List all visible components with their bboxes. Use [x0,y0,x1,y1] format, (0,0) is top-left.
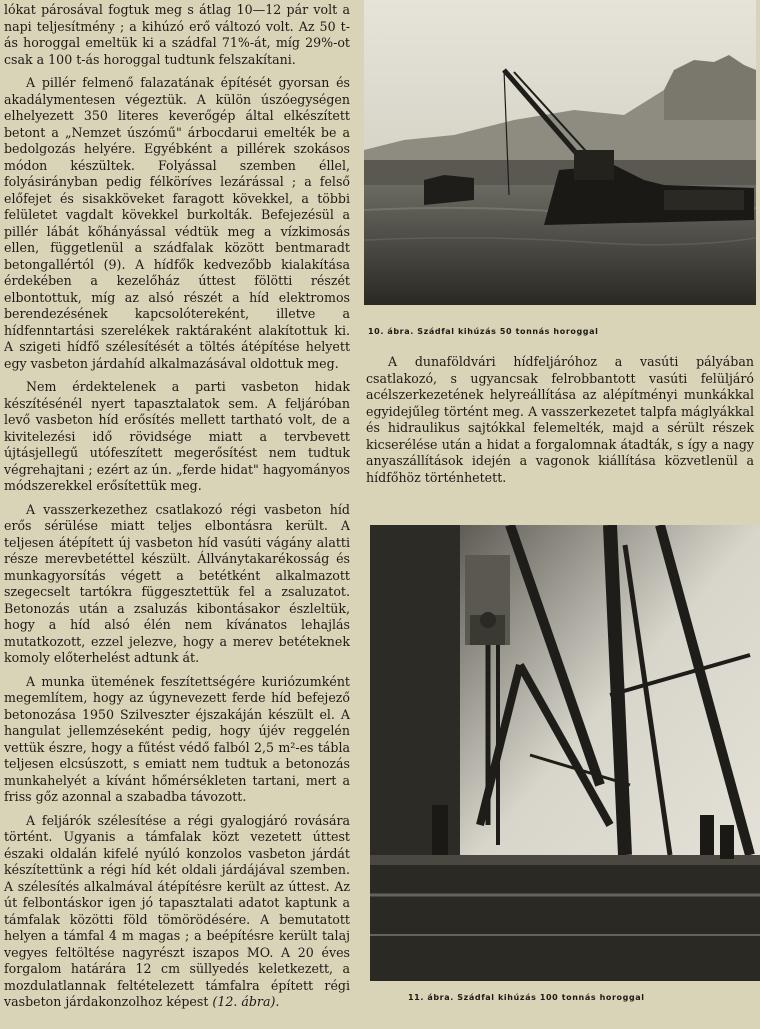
paragraph: lókat párosával fogtuk meg s átlag 10—12 pár volt a napi teljesítmény ; a kihúzó erő változó volt. Az 50 t-ás horoggal emeltük ki a szádfal 71%-át, míg 29%-ot csak a 100 t-ás horoggal tudtunk felszakítani. [4,2,350,67]
left-text-column [4,2,350,1018]
right-column [364,0,756,1002]
crane-river-photo [364,0,756,305]
paragraph: A munka ütemének feszítettségére kuriózumként megemlítem, hogy az úgynevezett ferde híd befejező betonozása 1950 Szilveszter éjszakáján készült el. A hangulat jellemzéseként pedig, hogy újév reggelén vettük észre, hogy a fűtést védő falból 2,5 m²-es tábla teljesen elcsúszott, s emiatt nem tudtuk a betonozás munkahelyét a kívánt hőmérsékleten tartani, mert a friss gőz azonnal a szabadba távozott. [4,673,350,804]
figure-11-caption: 11. ábra. Szádfal kihúzás 100 tonnás horoggal [408,993,645,1002]
paragraph [4,813,350,1011]
figure-10-caption: 10. ábra. Szádfal kihúzás 50 tonnás horoggal [368,327,599,336]
paragraph: A dunaföldvári hídfeljáróhoz a vasúti pályában csatlakozó, s ugyancsak felrobbantott vasúti felüljáró acélszerkezetének helyreállítása az alépítményi munkákkal egyidejűleg történt meg. A vasszerkezetet talpfa máglyákkal és hidraulikus sajtókkal felemelték, majd a sérült részek kicserélése után a hidat a forgalomnak átadták, s így a nagy anyaszállítások idején a vagonok kiállítása közvetlenül a hídfőhöz történhetett. [366,354,754,485]
paragraph: A vasszerkezethez csatlakozó régi vasbeton híd erős sérülése miatt teljes elbontásra került. A teljesen átépített új vasbeton híd vasúti vágány alatti része merevbetéttel készült. Állványtakarékosság és munkagyorsítás végett a betétként alkalmazott szegecselt tartókra függesztettük fel a zsaluzatot. Betonozás után a zsaluzás kibontásakor észleltük, hogy a híd alsó élén nem kívánatos lehajlás mutatkozott, ezzel jelezve, hogy a merev betéteknek komoly előterhelést adtunk át. [4,501,350,665]
crane-hook-photo [370,525,760,981]
figure-reference: (12. ábra). [212,994,280,1009]
figure-11-photo [370,525,760,981]
figure-10-photo [364,0,756,305]
paragraph: Nem érdektelenek a parti vasbeton hidak készítésénél nyert tapasztalatok sem. A feljáróban levő vasbeton híd erősítés mellett tartható volt, de a kivitelezési idő rövidsége miatt a tervbevett újtásjellegű utófeszített megerősítést nem tudtuk végrehajtani ; ezért az ún. „ferde hidat" hagyományos módszerekkel erősítettük meg. [4,379,350,493]
right-text-block [366,354,754,486]
paragraph: A pillér felmenő falazatának építését gyorsan és akadálymentesen végeztük. A külön úszóegységen elhelyezett 350 literes keverőgép által elkészített betont a „Nemzet úszómű" árbocdarui emelték be a bedolgozás helyére. Egyébként a pillérek szokásos módon készültek. Folyással szemben éllel, folyásirányban pedig félköríves lezárással ; a felső előfejet és sisakköveket faragott kövekkel, a többi felületet vagdalt kövekkel burkolták. Befejezésül a pillér lábát kőhányással védtük meg a vízkimosás ellen, függetlenül a szádfalak között bentmaradt betongallértól (9). A hídfők kedvezőbb kialakítása érdekében a kezelőház úttest fölötti részét elbontottuk, míg az alsó részét a híd elektromos berendezésének kapcsolótereként, illetve a hídfenntartási szerelékek raktáraként alakítottuk ki. A szigeti hídfő szélesítését a töltés átépítése helyett egy vasbeton járdahíd alkalmazásával oldottuk meg. [4,75,350,371]
paragraph-text: A feljárók szélesítése a régi gyalogjáró rovására történt. Ugyanis a támfalak közt vezetett úttest északi oldalán kifelé nyúló konzolos vasbeton járdát készítettünk a régi híd két oldali járdájával szemben. A szélesítés alkalmával átépítésre került az úttest. Az út felbontáskor igen jó tapasztalati adatot kaptunk a támfalak közötti föld tömörödésére. A bemutatott helyen a támfal 4 m magas ; a beépítésre került talaj vegyes feltöltése nagyrészt iszapos MO. A 20 éves forgalom határára 12 cm süllyedés keletkezett, a mozdulatlannak feltételezett támfalra épített régi vasbeton járdakonzolhoz képest [4,812,350,1009]
spacer [364,486,756,525]
